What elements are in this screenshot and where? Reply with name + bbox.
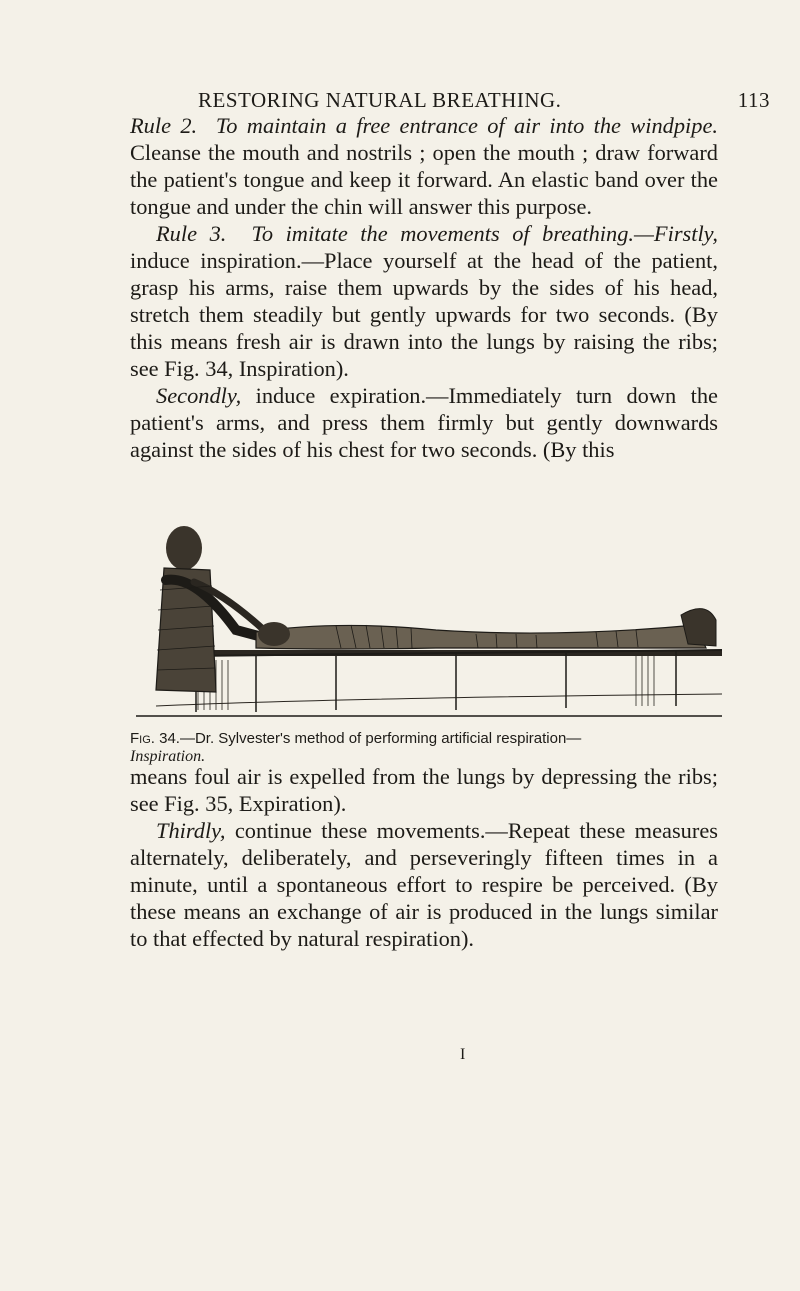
thirdly-text: continue these movements.—Repeat these measures alternately, deliberately, and perseveringly fifteen times in a minute, until a spontaneous effort to respire be perceived. (By these means an exchange of air is produced in the lungs similar to that effected by natural respiration). [130, 818, 718, 951]
secondly-text: induce expiration.—Immediately turn down the patient's arms, and press them firmly but gently downwards against the sides of his chest for two seconds. (By this [130, 383, 718, 462]
rule-3-heading: Rule 3. [156, 221, 227, 246]
running-title: RESTORING NATURAL BREATHING. [198, 88, 562, 112]
continuation-text: means foul air is expelled from the lungs by depressing the ribs; see Fig. 35, Expiration). [130, 764, 718, 816]
figure-number: Fig. 34. [130, 730, 180, 747]
figure-caption [130, 730, 718, 766]
rule-2-text: Cleanse the mouth and nostrils ; open the mouth ; draw forward the patient's tongue and keep it forward. An elastic band over the tongue and under the chin will answer this purpose. [130, 140, 718, 219]
page-number: 113 [737, 88, 770, 112]
rule-3-paragraph [130, 220, 718, 382]
figure-caption-sub: Inspiration. [130, 748, 206, 765]
rule-3-subtitle: To imitate the movements of breathing.—Firstly, [251, 221, 718, 246]
sylvester-method-illustration [136, 520, 722, 720]
rule-2-paragraph [130, 112, 718, 220]
rule-3-text: induce inspiration.—Place yourself at the head of the patient, grasp his arms, raise them upwards by the sides of his head, stretch them steadily but gently upwards for two seconds. (By this means fresh air is drawn into the lungs by raising the ribs; see Fig. 34, Inspiration). [130, 248, 718, 381]
text-block-bottom [130, 763, 718, 952]
thirdly-paragraph [130, 817, 718, 952]
secondly-lead: Secondly, [156, 383, 242, 408]
continuation-paragraph [130, 763, 718, 817]
rule-2-heading: Rule 2. [130, 113, 198, 138]
text-block-top [130, 112, 718, 463]
rule-2-subtitle: To maintain a free entrance of air into the windpipe. [215, 113, 718, 138]
signature-mark: I [460, 1046, 466, 1063]
figure-caption-text: —Dr. Sylvester's method of performing artificial respiration— [179, 730, 582, 747]
thirdly-lead: Thirdly, [156, 818, 226, 843]
secondly-paragraph [130, 382, 718, 463]
